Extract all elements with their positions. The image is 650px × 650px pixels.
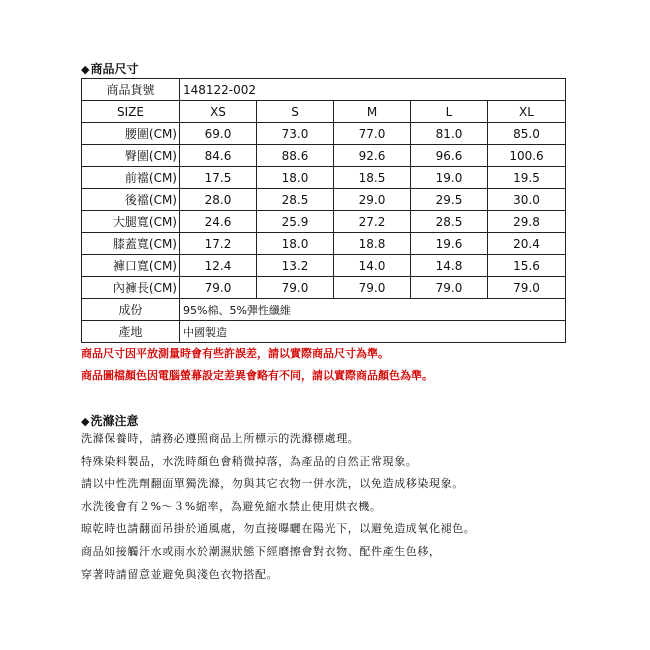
table-cell: 73.0 (257, 123, 334, 145)
size-header-xs: XS (180, 101, 257, 123)
care-section-heading (81, 414, 138, 429)
size-header-s: S (257, 101, 334, 123)
table-row (82, 123, 566, 145)
size-header-label: SIZE (82, 101, 180, 123)
list-item: 請以中性洗劑翻面單獨洗滌，勿與其它衣物一併水洗，以免造成移染現象。 (81, 477, 464, 491)
size-header-row (82, 101, 566, 123)
table-row (82, 189, 566, 211)
table-cell: 79.0 (488, 277, 566, 299)
table-row (82, 255, 566, 277)
diamond-icon: ◆ (81, 415, 90, 428)
size-header-xl: XL (488, 101, 566, 123)
table-cell: 27.2 (334, 211, 411, 233)
color-difference-note: 商品圖檔顏色因電腦螢幕設定差異會略有不同，請以實際商品顏色為準。 (81, 369, 433, 382)
table-cell: 19.0 (411, 167, 488, 189)
table-cell: 15.6 (488, 255, 566, 277)
table-cell: 100.6 (488, 145, 566, 167)
table-cell: 30.0 (488, 189, 566, 211)
material-value: 95%棉、5%彈性纖維 (180, 299, 566, 321)
table-cell: 77.0 (334, 123, 411, 145)
row-label: 膝蓋寬(CM) (82, 233, 180, 255)
row-label: 後襠(CM) (82, 189, 180, 211)
list-item: 洗滌保養時，請務必遵照商品上所標示的洗滌標處理。 (81, 432, 360, 445)
table-cell: 17.2 (180, 233, 257, 255)
material-label: 成份 (82, 299, 180, 321)
size-section-heading (81, 62, 138, 77)
diamond-icon: ◆ (81, 63, 90, 76)
table-cell: 24.6 (180, 211, 257, 233)
table-cell: 96.6 (411, 145, 488, 167)
size-measurement-note: 商品尺寸因平放測量時會有些許誤差，請以實際商品尺寸為準。 (81, 347, 389, 360)
list-item: 特殊染料製品，水洗時顏色會稍微掉落，為產品的自然正常現象。 (81, 454, 418, 468)
origin-value: 中國製造 (180, 321, 566, 343)
table-cell: 79.0 (257, 277, 334, 299)
table-cell: 14.8 (411, 255, 488, 277)
table-cell: 79.0 (411, 277, 488, 299)
table-cell: 18.0 (257, 167, 334, 189)
table-cell: 28.0 (180, 189, 257, 211)
care-section-title: 洗滌注意 (90, 414, 139, 428)
row-label: 臀圍(CM) (82, 145, 180, 167)
table-cell: 13.2 (257, 255, 334, 277)
table-cell: 19.6 (411, 233, 488, 255)
table-cell: 12.4 (180, 255, 257, 277)
row-label: 內褲長(CM) (82, 277, 180, 299)
table-cell: 88.6 (257, 145, 334, 167)
table-cell: 19.5 (488, 167, 566, 189)
origin-row (82, 321, 566, 343)
size-table (81, 78, 566, 343)
table-cell: 29.0 (334, 189, 411, 211)
table-cell: 29.5 (411, 189, 488, 211)
row-label: 腰圍(CM) (82, 123, 180, 145)
list-item: 水洗後會有２%～３%縮率，為避免縮水禁止使用烘衣機。 (81, 499, 382, 513)
product-code-row (82, 79, 566, 101)
table-cell: 85.0 (488, 123, 566, 145)
care-instructions-list (81, 432, 475, 590)
table-row (82, 233, 566, 255)
table-cell: 84.6 (180, 145, 257, 167)
table-cell: 92.6 (334, 145, 411, 167)
table-cell: 79.0 (180, 277, 257, 299)
list-item: 穿著時請留意並避免與淺色衣物搭配。 (81, 567, 279, 581)
table-cell: 28.5 (257, 189, 334, 211)
table-row (82, 211, 566, 233)
table-cell: 29.8 (488, 211, 566, 233)
table-row (82, 145, 566, 167)
size-header-l: L (411, 101, 488, 123)
table-cell: 20.4 (488, 233, 566, 255)
table-cell: 69.0 (180, 123, 257, 145)
list-item: 商品如接觸汗水或雨水於潮濕狀態下經磨擦會對衣物、配件產生色移， (81, 544, 441, 558)
size-header-m: M (334, 101, 411, 123)
table-cell: 18.0 (257, 233, 334, 255)
table-cell: 17.5 (180, 167, 257, 189)
row-label: 大腿寬(CM) (82, 211, 180, 233)
material-row (82, 299, 566, 321)
product-code-value: 148122-002 (180, 79, 566, 101)
table-row (82, 277, 566, 299)
table-cell: 81.0 (411, 123, 488, 145)
list-item: 晾乾時也請翻面吊掛於通風處，勿直接曝曬在陽光下，以避免造成氧化褪色。 (81, 522, 476, 536)
table-cell: 18.5 (334, 167, 411, 189)
row-label: 褲口寬(CM) (82, 255, 180, 277)
table-cell: 25.9 (257, 211, 334, 233)
table-cell: 14.0 (334, 255, 411, 277)
table-cell: 28.5 (411, 211, 488, 233)
table-cell: 79.0 (334, 277, 411, 299)
size-section-title: 商品尺寸 (90, 62, 139, 76)
table-row (82, 167, 566, 189)
product-code-label: 商品貨號 (82, 79, 180, 101)
row-label: 前襠(CM) (82, 167, 180, 189)
table-cell: 18.8 (334, 233, 411, 255)
origin-label: 產地 (82, 321, 180, 343)
